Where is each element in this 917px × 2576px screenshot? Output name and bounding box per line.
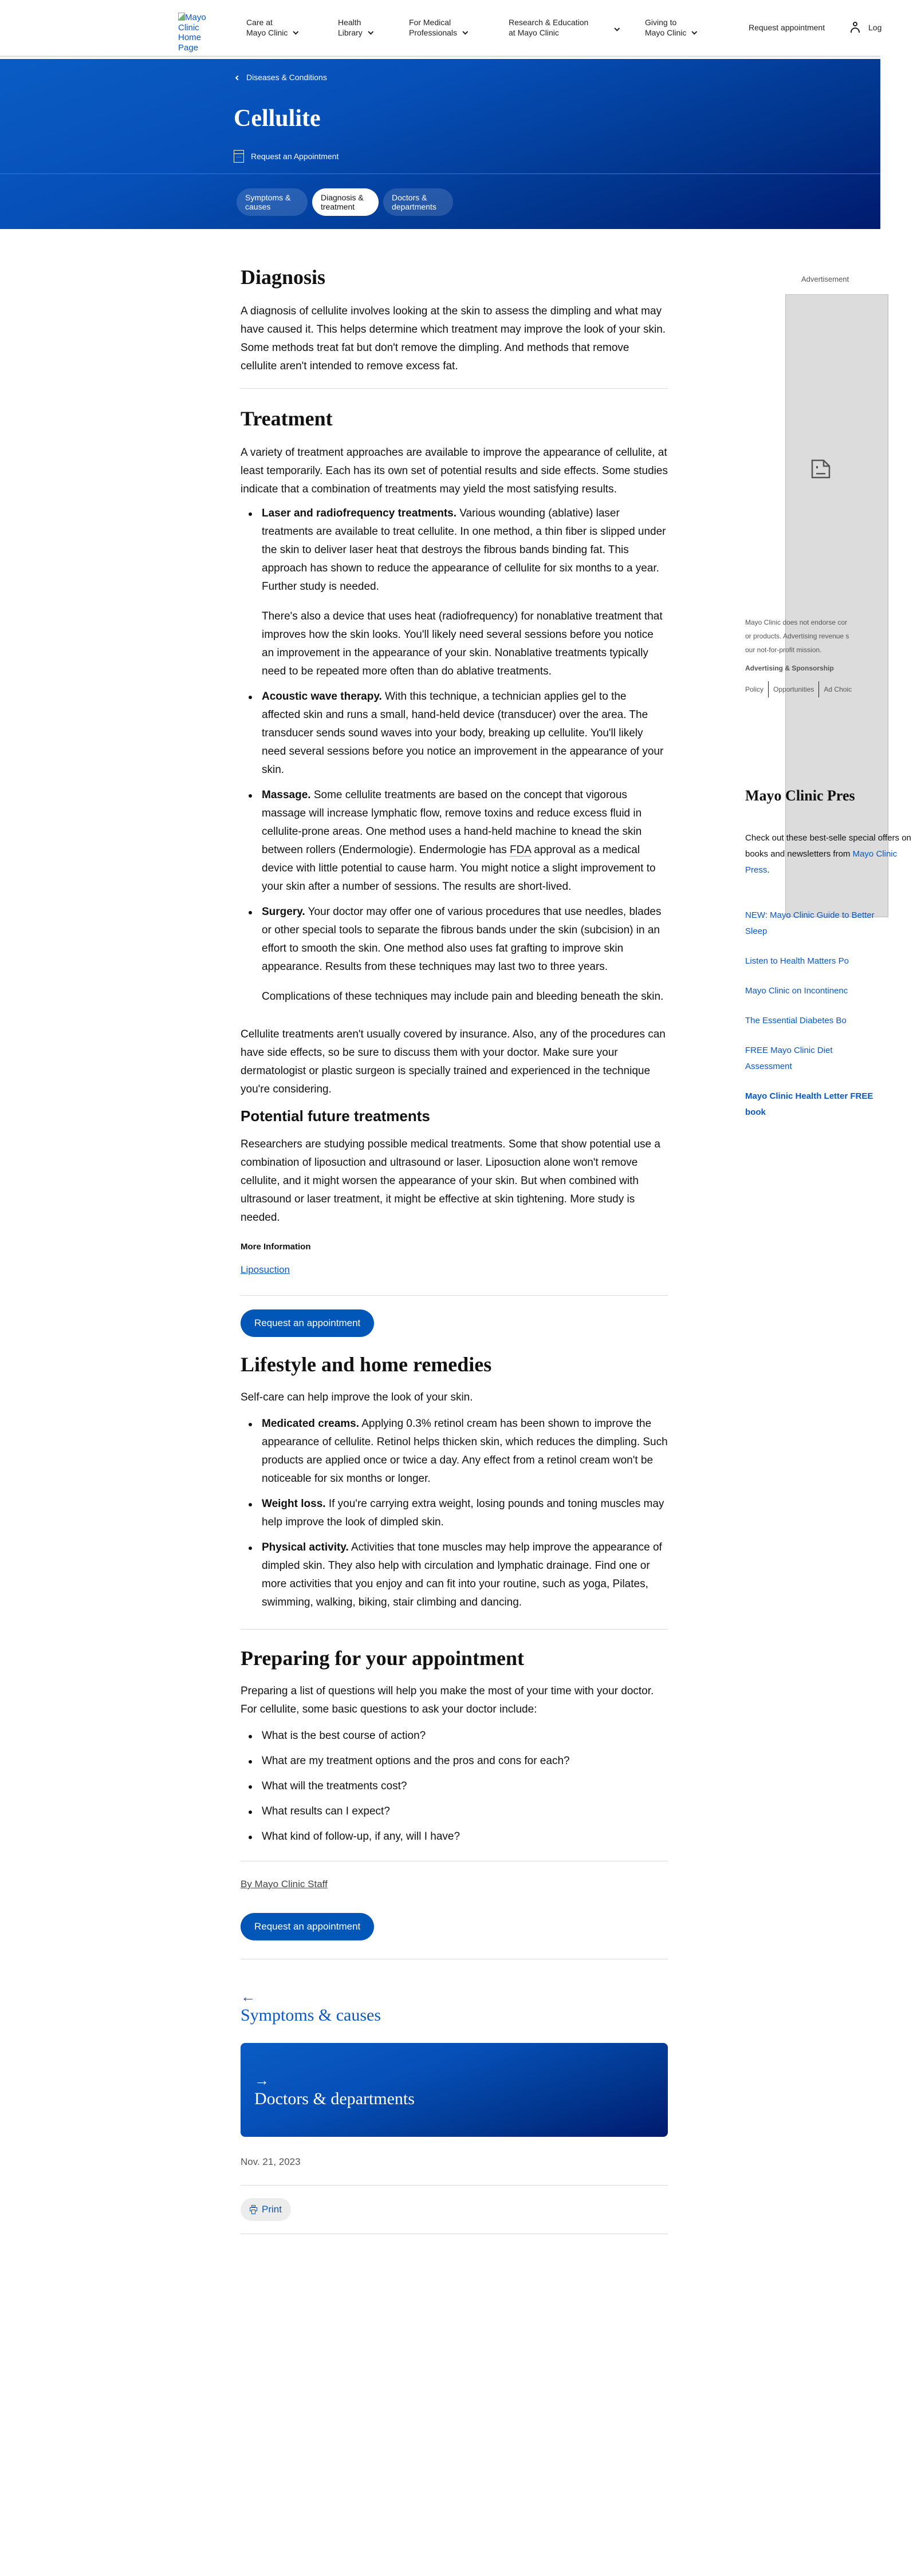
ad-choices-link[interactable]: Ad Choic (824, 685, 852, 693)
item-text: If you're carrying extra weight, losing pounds and toning muscles may help improve the look of dimpled skin. (262, 1498, 664, 1528)
sponsorship-links (745, 681, 852, 697)
item-text: Applying 0.3% retinol cream has been shown to improve the appearance of cellulite. Retinol helps thicken skin, which reduces the dimpling. Such products are applied once or twice a day. Any effect from a retinol cream won't be noticeable for six months or longer. (262, 1418, 668, 1485)
divider (241, 2185, 668, 2186)
liposuction-link[interactable]: Liposuction (241, 1264, 290, 1275)
list-item (241, 1495, 668, 1532)
item-extra-text: Complications of these techniques may include pain and bleeding beneath the skin. (262, 991, 664, 1003)
nav-label: Research & Education (509, 18, 589, 27)
page-banner (0, 59, 880, 229)
press-link[interactable]: Mayo Clinic on Incontinenc (745, 986, 848, 996)
divider (0, 173, 880, 174)
sponsorship-heading: Advertising & Sponsorship (745, 664, 834, 672)
item-text: With this technique, a technician applies gel to the affected skin and runs a small, hand-held device (transducer) over the area. The transducer sends sound waves into your body, breaking up cellulite. You'll likely need several sessions before you notice an improvement in the appearance of your skin. (262, 691, 664, 776)
nav-label: Library (338, 27, 363, 37)
print-button[interactable] (241, 2198, 291, 2221)
press-link[interactable]: Mayo Clinic Health Letter FREE book (745, 1091, 873, 1117)
nav-label: Mayo Clinic (246, 27, 288, 37)
diagnosis-text: A diagnosis of cellulite involves looking at the skin to assess the dimpling and what may have caused it. This helps determine which treatment may improve the look of your skin. Some methods treat fat but don't remove the dimpling. And methods that remove cellulite aren't intended to remove excess fat. (241, 305, 666, 372)
section-tabs (237, 188, 453, 216)
printer-icon (250, 2205, 257, 2214)
breadcrumb[interactable] (236, 73, 327, 82)
chevron-left-icon (235, 76, 240, 80)
ad-disclaimer-line: or products. Advertising revenue s (745, 632, 849, 640)
list-item (241, 903, 668, 1006)
item-text: Various wounding (ablative) laser treatments are available to treat cellulite. In one method, a thin fiber is slipped under the skin to deliver laser heat that destroys the fibrous bands binding fat. This approach has shown to reduce the appearance of cellulite for six months to a year. Further study is needed. (262, 507, 666, 593)
future-treatments-text: Researchers are studying possible medical treatments. Some that show potential use a combination of liposuction and ultrasound or laser. Liposuction alone won't remove cellulite, and it might worsen the appearance of your skin. But when combined with ultrasound or laser treatment, it might be effective at skin tightening. More study is needed. (241, 1138, 660, 1224)
next-section-label: Doctors & departments (254, 2089, 415, 2108)
lifestyle-list (241, 1415, 668, 1612)
press-link[interactable]: NEW: Mayo Clinic Guide to Better Sleep (745, 910, 875, 936)
list-item (241, 1415, 668, 1488)
print-label: Print (262, 2204, 282, 2215)
subheading-future-treatments: Potential future treatments (241, 1107, 430, 1125)
item-text: Activities that tone muscles may help improve the appearance of dimpled skin. They also help with circulation and lymphatic drainage. Find one or more activities that you enjoy and can fit into your routine, such as yoga, Pilates, swimming, walking, biking, stair climbing and dancing. (262, 1541, 662, 1608)
treatment-intro: A variety of treatment approaches are available to improve the appearance of cellulite, at least temporarily. Each has its own set of potential results and side effects. Some studies indicate that a combination of treatments may yield the most satisfying results. (241, 447, 668, 495)
divider (241, 1295, 668, 1296)
login-link[interactable]: Log (868, 23, 882, 32)
chevron-down-icon (462, 29, 468, 34)
policy-link[interactable]: Policy (745, 685, 764, 693)
separator (818, 681, 819, 697)
ad-disclaimer-line: Mayo Clinic does not endorse cor (745, 618, 848, 626)
arrow-right-icon: → (254, 2072, 269, 2089)
main-content (241, 258, 668, 2234)
divider (241, 1629, 668, 1630)
item-title: Medicated creams. (262, 1418, 360, 1430)
opportunities-link[interactable]: Opportunities (773, 685, 814, 693)
nav-label: Giving to (645, 18, 677, 27)
user-icon[interactable] (851, 22, 860, 32)
item-title: Surgery. (262, 906, 305, 918)
section-heading-preparing: Preparing for your appointment (241, 1647, 525, 1670)
nav-health-library[interactable] (338, 18, 371, 38)
item-text: approval as a medical device with little potential to cause harm. You might notice a slight improvement to your skin after a number of sessions. The results are short-lived. (262, 844, 656, 893)
ad-disclaimer (745, 616, 917, 657)
list-item: What results can I expect? (241, 1802, 668, 1821)
breadcrumb-label: Diseases & Conditions (246, 73, 327, 82)
nav-label: Health (338, 18, 361, 27)
abbreviation-fda[interactable]: FDA (510, 844, 531, 856)
request-appointment-label: Request an Appointment (251, 152, 339, 161)
list-item (241, 1539, 668, 1612)
press-description (745, 830, 917, 878)
nav-care-at-mayo-clinic[interactable] (246, 18, 296, 38)
tab-diagnosis-treatment[interactable]: Diagnosis & treatment (312, 188, 379, 216)
chevron-down-icon (293, 29, 299, 34)
item-title: Weight loss. (262, 1498, 326, 1510)
updated-date: Nov. 21, 2023 (241, 2156, 301, 2167)
site-header (0, 0, 880, 57)
nav-label: Mayo Clinic (645, 27, 687, 37)
press-description-text: . (767, 865, 770, 875)
list-item (241, 688, 668, 779)
preparing-intro: Preparing a list of questions will help you make the most of your time with your doctor. For cellulite, some basic questions to ask your doctor include: (241, 1685, 654, 1715)
nav-label: at Mayo Clinic (509, 27, 559, 37)
byline-link[interactable]: By Mayo Clinic Staff (241, 1879, 328, 1889)
arrow-left-icon: ← (241, 1989, 255, 2005)
questions-list (241, 1727, 668, 1846)
item-text: Some cellulite treatments are based on the concept that vigorous massage will increase lymphatic flow, remove toxins and reduce excess fluid in cellulite-prone areas. One method uses a hand-held machine to knead the skin between rollers (Endermologie). Endermologie has (262, 789, 642, 856)
advertisement-slot[interactable] (785, 294, 888, 917)
section-heading-diagnosis: Diagnosis (241, 266, 326, 289)
calendar-icon (234, 150, 244, 163)
press-links (745, 908, 917, 1134)
nav-label: For Medical (409, 18, 451, 27)
item-extra-text: There's also a device that uses heat (radiofrequency) for nonablative treatment that improves how the skin looks. You'll likely need several sessions before you notice an improvement in the appearance of your skin. Nonablative treatments typically need to be repeated more often than do ablative treatments. (262, 610, 663, 677)
press-link[interactable]: Listen to Health Matters Po (745, 956, 849, 966)
logo-link[interactable] (178, 13, 212, 53)
divider (241, 388, 668, 389)
list-item: What are my treatment options and the pros and cons for each? (241, 1752, 668, 1770)
treatment-list (241, 504, 668, 1006)
press-description-text: Check out these best-selle special offers on books and newsletters from (745, 833, 911, 859)
mayo-clinic-press-link[interactable]: Mayo Clinic Press (745, 849, 898, 875)
previous-section-link[interactable] (241, 1989, 668, 2026)
press-link[interactable]: FREE Mayo Clinic Diet Assessment (745, 1046, 833, 1071)
page-title: Cellulite (234, 105, 321, 132)
section-heading-treatment: Treatment (241, 407, 333, 430)
broken-image-icon (178, 13, 185, 21)
item-title: Acoustic wave therapy. (262, 691, 382, 703)
previous-section-label: Symptoms & causes (241, 2006, 381, 2025)
item-text: Your doctor may offer one of various procedures that use needles, blades or other special tools to separate the fibrous bands under the skin (subcision) in an effort to smooth the skin. One method also uses fat grafting to improve skin appearance. Results from these techniques may last two to three years. (262, 906, 662, 973)
nav-research-education[interactable] (509, 18, 617, 38)
nav-giving-to-mayo-clinic[interactable] (645, 18, 695, 38)
separator (768, 681, 769, 697)
logo-alt-text: Mayo Clinic Home Page (178, 13, 206, 53)
nav-label: Professionals (409, 27, 458, 37)
nav-label: Care at (246, 18, 273, 27)
section-heading-lifestyle: Lifestyle and home remedies (241, 1353, 492, 1376)
broken-page-icon (811, 459, 831, 479)
chevron-down-icon (692, 29, 698, 34)
nav-for-medical-professionals[interactable] (409, 18, 466, 38)
lifestyle-intro: Self-care can help improve the look of your skin. (241, 1391, 473, 1403)
request-appointment-banner-link[interactable] (234, 150, 339, 163)
list-item: What kind of follow-up, if any, will I have? (241, 1828, 668, 1846)
list-item: What will the treatments cost? (241, 1777, 668, 1796)
press-heading: Mayo Clinic Pres (745, 787, 855, 804)
more-information-label: More Information (241, 1242, 311, 1252)
item-title: Physical activity. (262, 1541, 349, 1553)
tab-doctors-departments[interactable]: Doctors & departments (383, 188, 453, 216)
request-appointment-link[interactable]: Request appointment (749, 23, 825, 32)
item-title: Massage. (262, 789, 311, 801)
request-appointment-button[interactable]: Request an appointment (241, 1309, 374, 1337)
list-item (241, 504, 668, 681)
ad-disclaimer-line: our not-for-profit mission. (745, 646, 822, 654)
list-item: What is the best course of action? (241, 1727, 668, 1745)
sidebar (745, 263, 911, 1134)
advertisement-label: Advertisement (801, 275, 849, 283)
tab-symptoms-causes[interactable]: Symptoms & causes (237, 188, 308, 216)
chevron-down-icon (368, 29, 373, 34)
item-title: Laser and radiofrequency treatments. (262, 507, 456, 519)
insurance-text: Cellulite treatments aren't usually covered by insurance. Also, any of the procedures can have side effects, so be sure to discuss them with your doctor. Make sure your dermatologist or plastic surgeon is specially trained and experienced in the technique you're considering. (241, 1028, 666, 1095)
request-appointment-button[interactable]: Request an appointment (241, 1913, 374, 1940)
list-item (241, 786, 668, 896)
press-link[interactable]: The Essential Diabetes Bo (745, 1016, 847, 1025)
next-section-card[interactable] (241, 2043, 668, 2137)
